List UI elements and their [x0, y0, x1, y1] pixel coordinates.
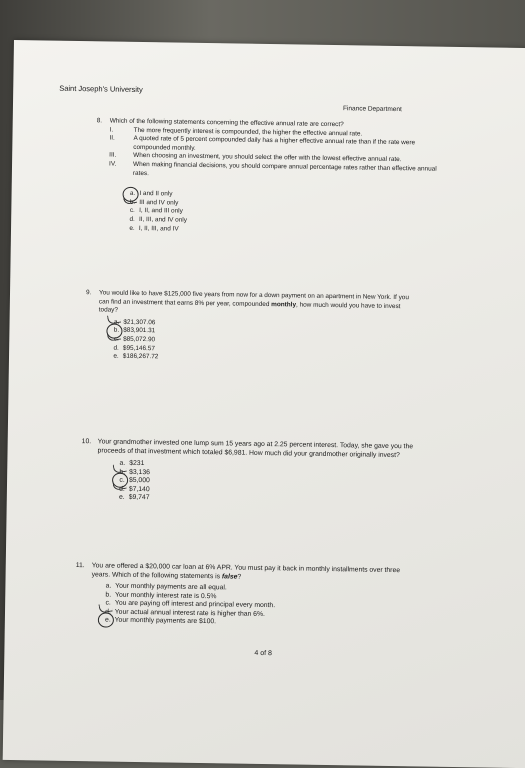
question-stem: Your grandmother invested one lump sum 15 years ago at 2.25 percent interest. Today, she gave you the proceeds of that investment which totaled $6,981. How much did your grandmother originally invest? [97, 438, 414, 460]
answer-options [117, 459, 432, 507]
option-e[interactable]: e. $9,747 [118, 494, 150, 502]
option-d[interactable]: d. $7,140 [117, 484, 431, 498]
option-a[interactable]: a. I and II only [128, 190, 441, 204]
option-b[interactable]: b. III and IV only [127, 199, 440, 213]
pen-mark [112, 480, 126, 491]
question-stem: Which of the following statements concerning the effective annual rate are correct? [109, 117, 344, 129]
question-number: 10. [81, 438, 92, 446]
option-d[interactable]: d. Your actual annual interest rate is higher than 6%. [103, 607, 415, 620]
pen-mark [113, 462, 127, 473]
answer-options [103, 581, 416, 629]
option-a[interactable]: a. $231 [119, 459, 145, 468]
pen-mark [107, 313, 121, 324]
option-e[interactable]: e. $186,267.72 [113, 352, 159, 361]
statement: IV. When making financial decisions, you should compare annual percentage rates rather than effective annual rates. [109, 160, 437, 177]
question-number: 11. [75, 562, 85, 570]
pen-mark [123, 194, 137, 205]
option-c[interactable]: c. You are paying off interest and principal every month. [105, 599, 276, 610]
option-c[interactable]: c. $5,000 [117, 476, 431, 490]
statement: III. When choosing an investment, you should select the offer with the lowest effective annual rate. [109, 151, 402, 164]
option-e[interactable]: e. Your monthly payments are $100. [103, 616, 415, 629]
circle-mark [98, 613, 114, 628]
question-8 [95, 117, 442, 238]
option-c[interactable]: c. $85,072.90 [111, 336, 415, 349]
option-b[interactable]: b. $3,136 [117, 467, 431, 481]
question-stem: You would like to have $125,000 five years from now for a down payment on an apartment in New York. If you can find an investment that earns 8% per year, compounded monthly, how much would you have to invest today? [98, 289, 409, 314]
paper-sheet [3, 40, 525, 768]
page-number: 4 of 8 [254, 649, 272, 658]
option-a[interactable]: a. $21,307.06 [112, 318, 416, 331]
pen-mark [98, 602, 112, 613]
option-b[interactable]: b. Your monthly interest rate is 0.5% [105, 591, 217, 600]
answer-options [127, 190, 441, 238]
option-d[interactable]: d. $95,146.57 [113, 344, 156, 352]
option-d[interactable]: d. II, III, and IV only [129, 215, 187, 224]
option-e[interactable]: e. I, II, III, and IV [129, 224, 179, 233]
department-header: Finance Department [342, 105, 402, 114]
question-number: 8. [96, 117, 103, 125]
option-a[interactable]: a. Your monthly payments are all equal. [105, 582, 227, 592]
answer-options [111, 318, 416, 366]
option-c[interactable]: c. I, II, and III only [129, 207, 183, 216]
question-9 [85, 289, 416, 366]
statement: I. The more frequently interest is compounded, the higher the effective annual rate. [109, 126, 363, 138]
question-10 [81, 437, 432, 506]
statement: II. A quoted rate of 5 percent compounded daily has a higher effective annual rate than if the rate were compounded monthly. [109, 134, 416, 152]
option-b[interactable]: b. $83,901.31 [111, 327, 415, 340]
question-number: 9. [85, 289, 92, 297]
question-11 [75, 561, 416, 629]
question-stem: You are offered a $20,000 car loan at 6% APR. You must pay it back in monthly installments over three years. Which of the following statements is false? [91, 562, 401, 581]
university-header: Saint Joseph's University [59, 83, 143, 95]
